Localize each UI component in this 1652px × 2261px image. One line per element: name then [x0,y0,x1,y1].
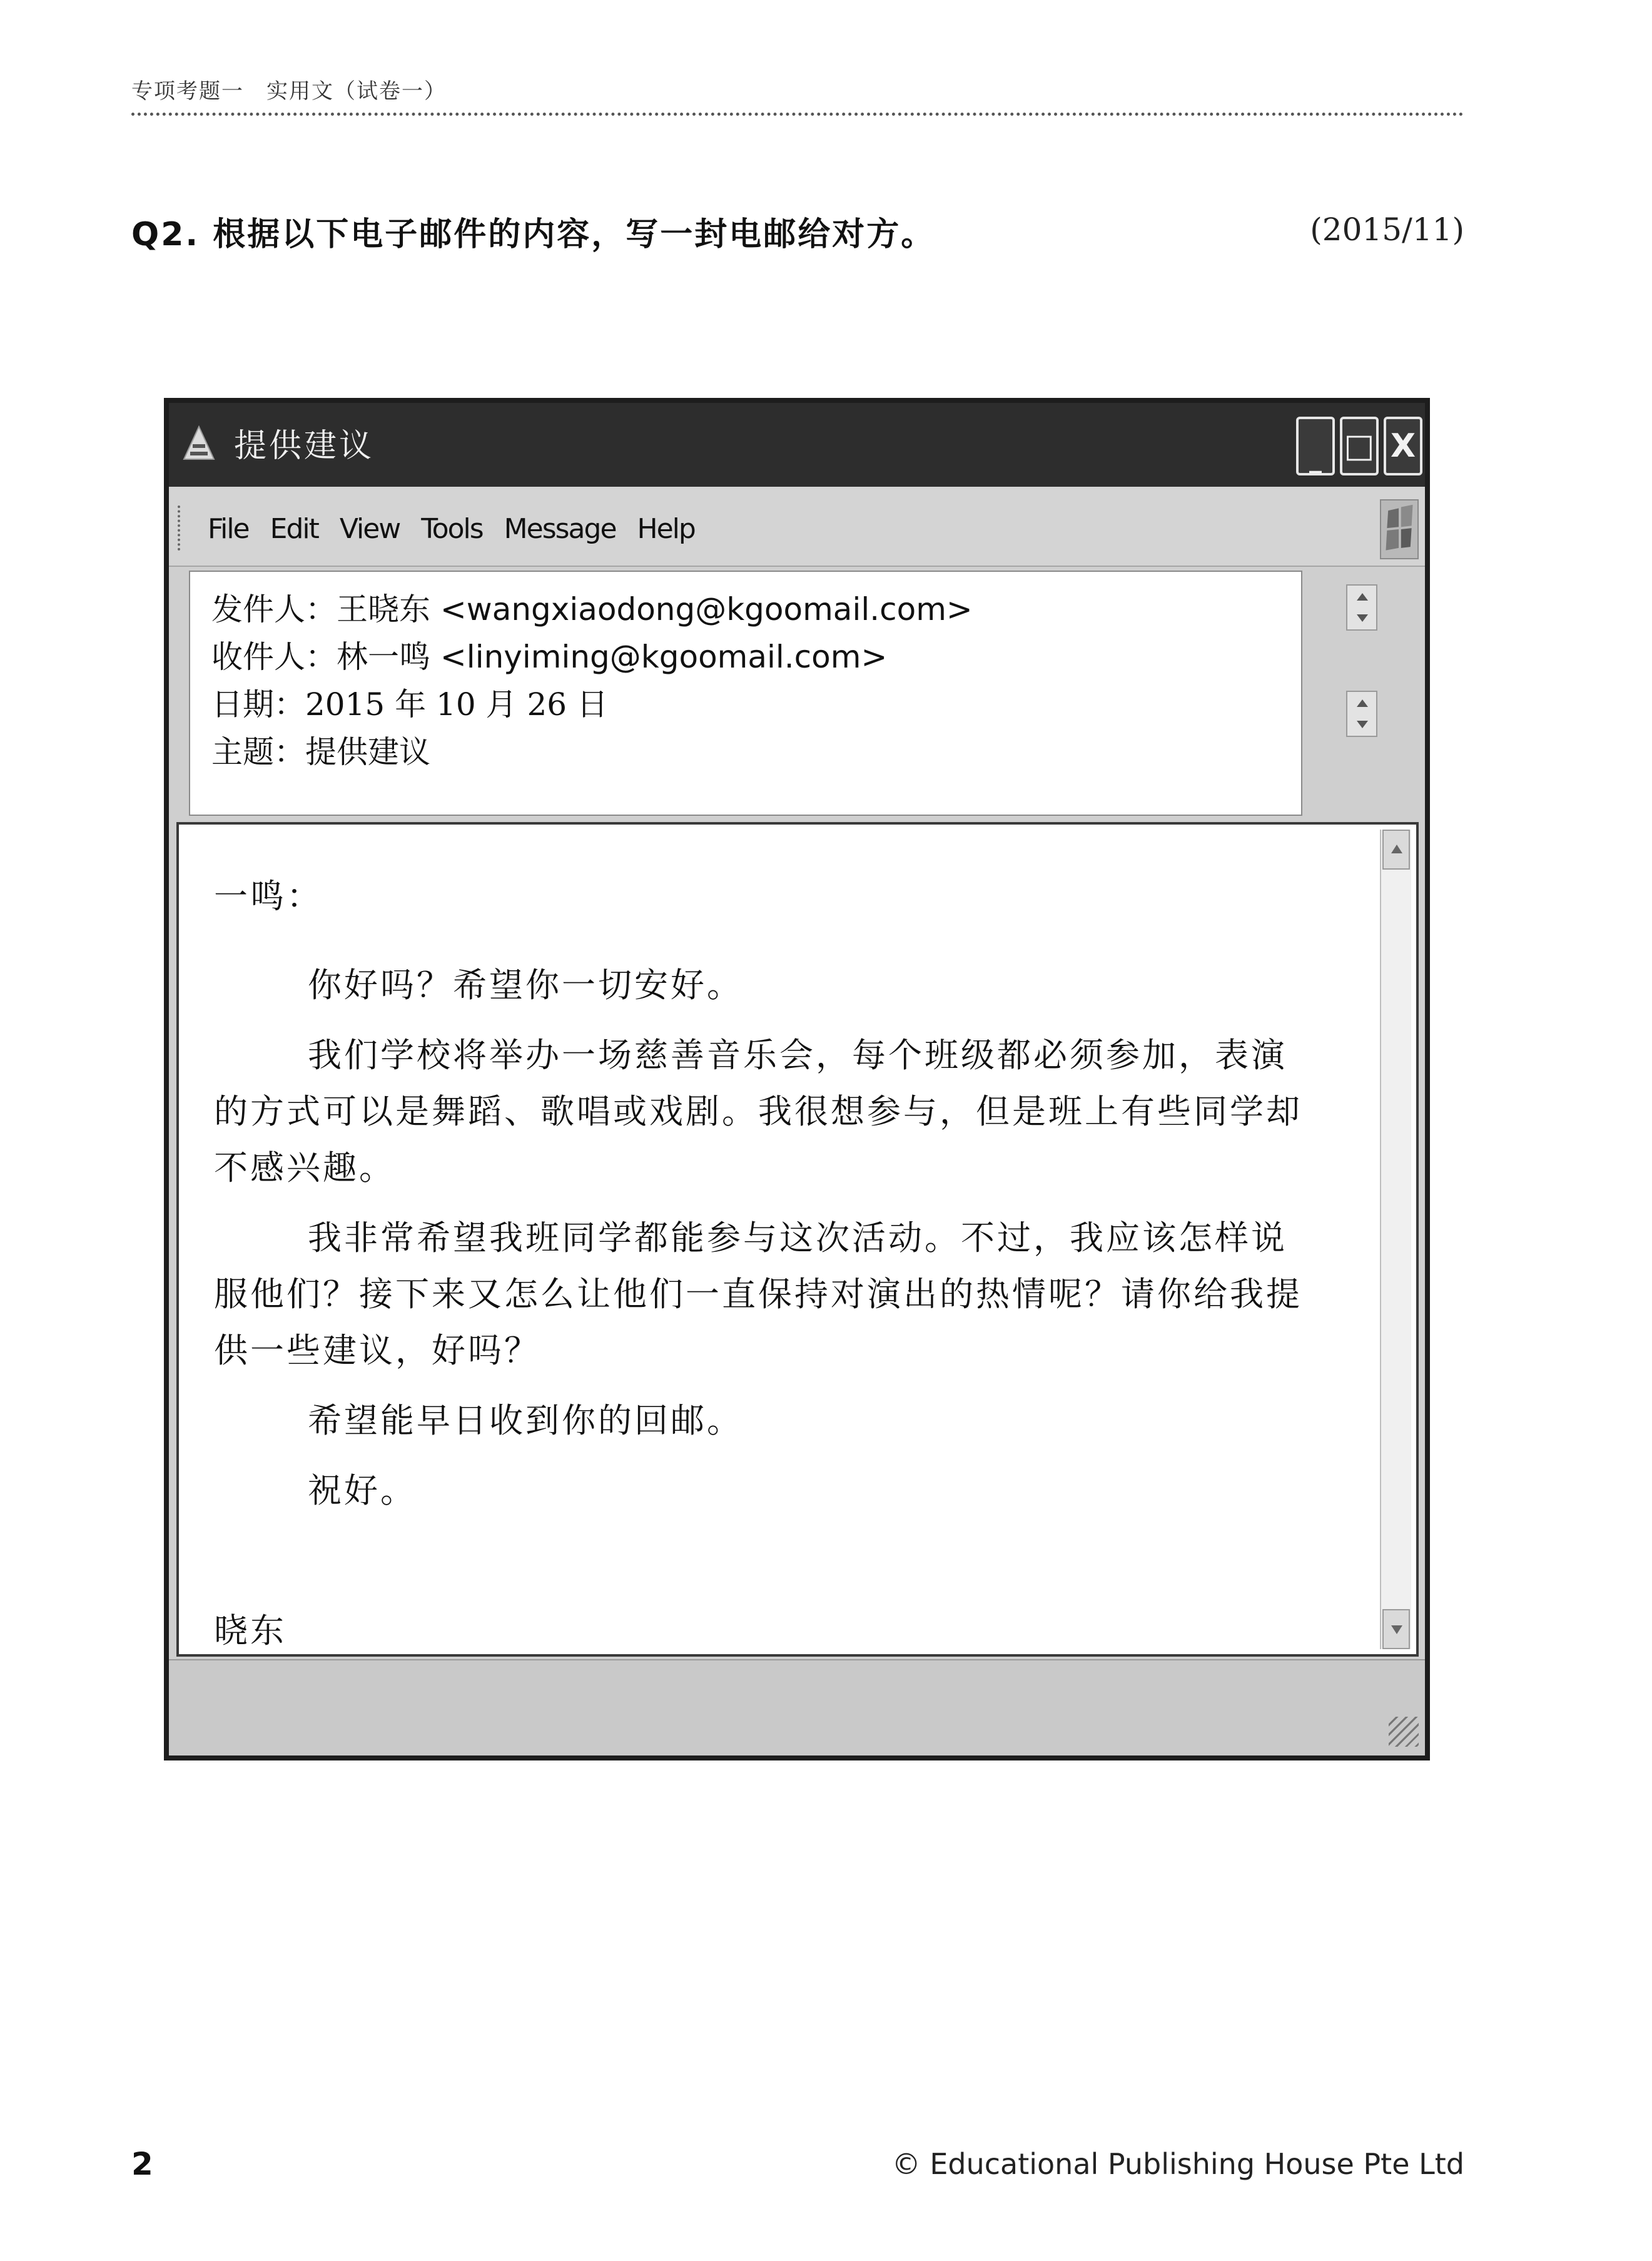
from-address[interactable]: <wangxiaodong@kgoomail.com> [440,591,973,627]
signature: 晓东 [214,1611,286,1650]
email-header-pane [189,571,1302,816]
body-paragraph: 祝好。 [308,1471,417,1510]
arrow-down-icon [1357,721,1368,728]
to-line [211,632,887,677]
header-spin-lower[interactable] [1346,691,1377,737]
email-app-icon [183,425,215,462]
minimize-button[interactable] [1296,417,1335,475]
email-body-text [214,868,1302,1659]
menu-tools[interactable]: Tools [421,513,483,545]
resize-grip-icon[interactable] [1389,1717,1419,1747]
email-body-pane[interactable] [176,822,1419,1657]
question-year: (2015/11) [1310,211,1464,248]
menu-message[interactable]: Message [504,513,616,545]
body-paragraph: 我们学校将举办一场慈善音乐会，每个班级都必须参加，表演的方式可以是舞蹈、歌唱或戏剧。我很想参与，但是班上有些同学却不感兴趣。 [214,1035,1302,1187]
maximize-icon: □ [1344,427,1375,465]
windows-logo-icon [1380,499,1419,559]
email-window [164,398,1430,1761]
body-paragraph: 希望能早日收到你的回邮。 [308,1401,743,1440]
maximize-button[interactable] [1340,417,1379,475]
menu-view[interactable]: View [339,513,400,545]
status-bar [169,1659,1425,1755]
copyright-notice: © Educational Publishing House Pte Ltd [891,2147,1464,2181]
chevron-up-icon [1391,845,1402,853]
from-name: 王晓东 [337,591,440,627]
page-number: 2 [131,2146,153,2182]
close-button[interactable] [1384,417,1422,475]
scroll-down-button[interactable] [1382,1609,1410,1649]
menu-edit[interactable]: Edit [270,513,318,545]
body-paragraph: 你好吗？希望你一切安好。 [308,965,743,1005]
window-title: 提供建议 [234,427,375,465]
minimize-icon: _ [1309,445,1322,474]
arrow-up-icon [1357,593,1368,601]
to-address[interactable]: <linyiming@kgoomail.com> [440,639,888,675]
date-label: 日期： [211,686,305,723]
subject-value: 提供建议 [305,734,430,770]
header-spin-upper[interactable] [1346,584,1377,631]
menu-help[interactable]: Help [637,513,695,545]
arrow-down-icon [1357,614,1368,622]
subject-line [211,727,430,772]
date-value: 2015 年 10 月 26 日 [305,686,608,723]
toolbar-grip[interactable] [178,506,184,551]
title-bar[interactable] [169,403,1425,487]
from-label: 发件人： [211,591,337,627]
close-icon: X [1390,427,1416,465]
date-line [211,679,608,724]
question-prompt: Q2. 根据以下电子邮件的内容，写一封电邮给对方。 [131,216,936,253]
arrow-up-icon [1357,699,1368,707]
running-header: 专项考题一 实用文（试卷一） [131,79,447,104]
menu-bar [169,487,1425,567]
scroll-up-button[interactable] [1382,830,1410,870]
subject-label: 主题： [211,734,305,770]
header-rule [131,113,1464,116]
body-paragraph: 我非常希望我班同学都能参与这次活动。不过，我应该怎样说服他们？接下来又怎么让他们一直保持对演出的热情呢？请你给我提供一些建议，好吗？ [214,1218,1302,1370]
from-line [211,584,973,629]
chevron-down-icon [1391,1625,1402,1634]
greeting: 一鸣： [214,876,323,916]
to-label: 收件人： [211,639,337,675]
menu-file[interactable]: File [208,513,249,545]
menu-items [208,513,695,545]
to-name: 林一鸣 [337,639,440,675]
vertical-scrollbar[interactable] [1380,830,1411,1649]
